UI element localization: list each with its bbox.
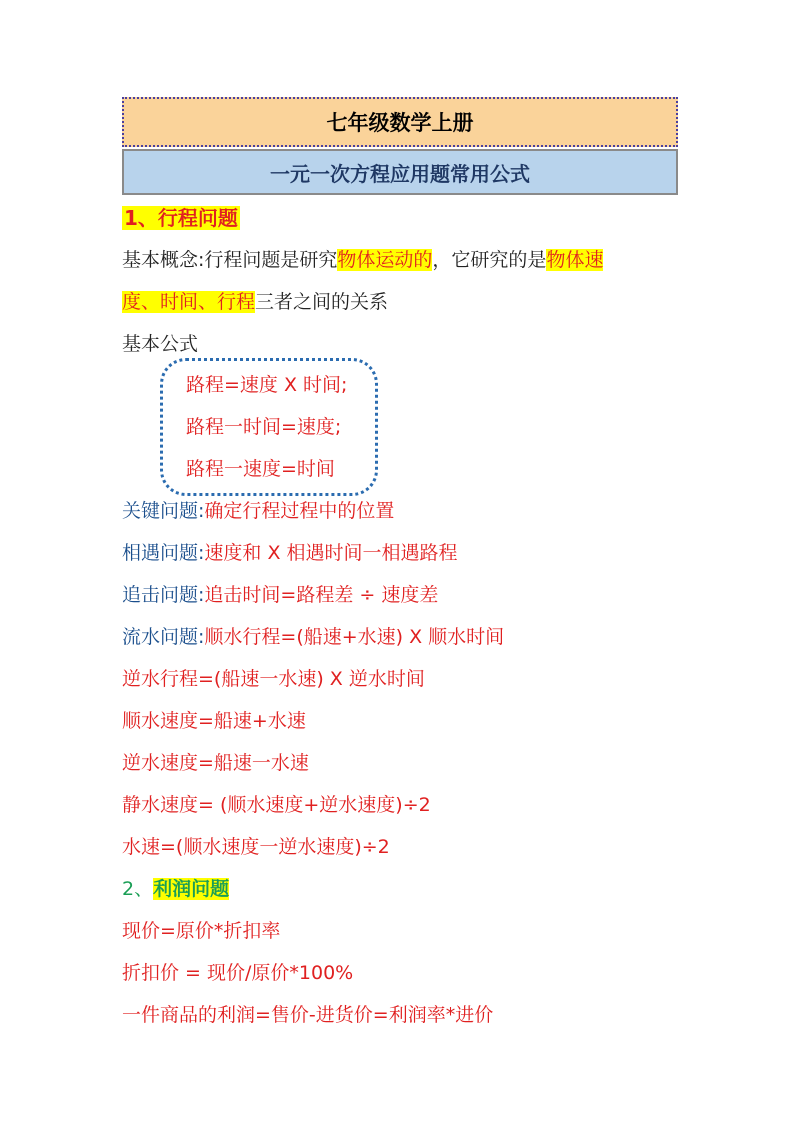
concept-mid: ，它研究的是 — [432, 249, 547, 271]
formula-line: 路程=速度 X 时间; — [186, 374, 348, 396]
page-subtitle: 一元一次方程应用题常用公式 — [122, 149, 678, 195]
concept-line-2 — [122, 289, 388, 315]
concept-highlight-speed: 物体速 — [546, 249, 604, 271]
chase-problem-text: 追击时间=路程差 ÷ 速度差 — [204, 584, 439, 606]
section-number-profit: 2、 — [122, 878, 154, 900]
chase-problem-label: 追击问题: — [122, 584, 205, 606]
page-title: 七年级数学上册 — [122, 97, 678, 147]
key-problem-text: 确定行程过程中的位置 — [204, 500, 395, 522]
section-heading-travel — [122, 205, 240, 232]
concept-highlight-motion: 物体运动的 — [337, 249, 433, 271]
flow-problem-line — [122, 624, 504, 650]
flow-problem-label: 流水问题: — [122, 626, 205, 648]
key-problem-line — [122, 498, 394, 524]
formula-line: 路程一速度=时间 — [186, 458, 335, 480]
profit-formula-line: 折扣价 = 现价/原价*100% — [122, 962, 354, 984]
flow-formula-line: 顺水速度=船速+水速 — [122, 710, 306, 732]
section-heading-profit — [122, 876, 229, 902]
profit-formula-line: 一件商品的利润=售价-进货价=利润率*进价 — [122, 1004, 494, 1026]
meet-problem-text: 速度和 X 相遇时间一相遇路程 — [204, 542, 458, 564]
meet-problem-line — [122, 540, 458, 566]
section-heading-travel-text: 1、行程问题 — [124, 206, 238, 230]
formula-line: 路程一时间=速度; — [186, 416, 342, 438]
meet-problem-label: 相遇问题: — [122, 542, 205, 564]
concept-prefix: 基本概念:行程问题是研究 — [122, 249, 338, 271]
flow-formula-line: 逆水速度=船速一水速 — [122, 752, 309, 774]
concept-line-1 — [122, 247, 603, 273]
flow-formula-line: 静水速度= (顺水速度+逆水速度)÷2 — [122, 794, 431, 816]
section-heading-profit-text: 利润问题 — [153, 878, 230, 900]
chase-problem-line — [122, 582, 438, 608]
profit-formula-line: 现价=原价*折扣率 — [122, 920, 281, 942]
formula-label: 基本公式 — [122, 333, 199, 355]
flow-problem-text: 顺水行程=(船速+水速) X 顺水时间 — [204, 626, 505, 648]
concept-suffix: 三者之间的关系 — [255, 291, 389, 313]
key-problem-label: 关键问题: — [122, 500, 205, 522]
concept-highlight-terms: 度、时间、行程 — [122, 291, 256, 313]
flow-formula-line: 逆水行程=(船速一水速) X 逆水时间 — [122, 668, 425, 690]
flow-formula-line: 水速=(顺水速度一逆水速度)÷2 — [122, 836, 390, 858]
